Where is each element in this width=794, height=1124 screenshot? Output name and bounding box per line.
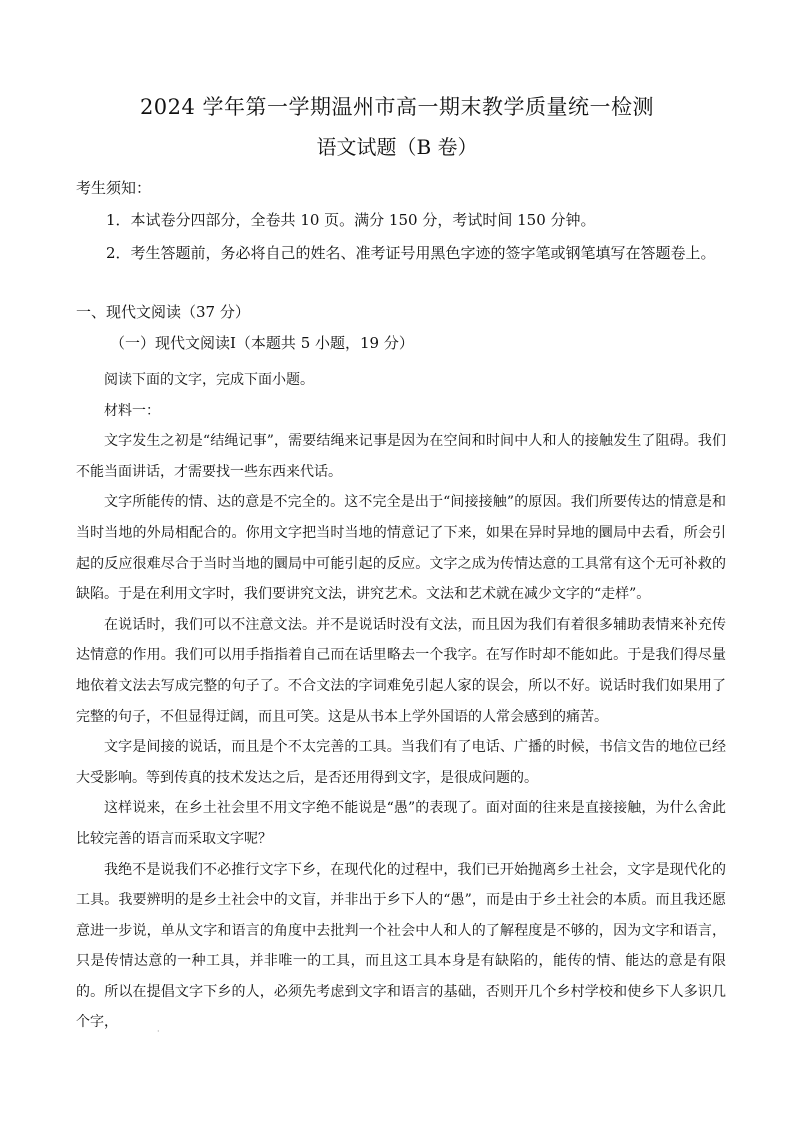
reading-text [76, 365, 726, 1038]
notice-item: 2．考生答题前，务必将自己的姓名、准考证号用黑色字迹的签字笔或钢笔填写在答题卷上。 [106, 244, 716, 262]
reading-instruction: 阅读下面的文字，完成下面小题。 [104, 372, 314, 388]
material-label: 材料一： [104, 402, 160, 419]
section-title: 一、现代文阅读（37 分） [76, 303, 250, 321]
paragraph: 文字所能传的情、达的意是不完全的。这不完全是出于“间接接触”的原因。我们所要传达的情意是和当时当地的外局相配合的。你用文字把当时当地的情意记了下来，如果在异时异地的圜局中去看，所会引起的反应很难尽合于当时当地的圜局中可能引起的反应。文字之成为传情达意的工具常有这个无可补救的缺陷。于是在利用文字时，我们要讲究文法，讲究艺术。文法和艺术就在减少文字的“走样”。 [76, 494, 726, 603]
paragraph: 文字是间接的说话，而且是个不太完善的工具。当我们有了电话、广播的时候，书信文告的地位已经大受影响。等到传真的技术发达之后，是否还用得到文字，是很成问题的。 [76, 739, 726, 786]
paragraph: 我绝不是说我们不必推行文字下乡，在现代化的过程中，我们已开始抛离乡土社会，文字是现代化的工具。我要辨明的是乡土社会中的文盲，并非出于乡下人的“愚”，而是由于乡土社会的本质。而且我还愿意进一步说，单从文字和语言的角度中去批判一个社会中人和人的了解程度是不够的，因为文字和语言，只是传情达意的一种工具，并非唯一的工具，而且这工具本身是有缺陷的，能传的情、能达的意是有限的。所以在提倡文字下乡的人，必须先考虑到文字和语言的基础，否则开几个乡村学校和使乡下人多识几个字， [76, 861, 726, 1031]
notice-list [76, 204, 726, 270]
exam-title: 2024 学年第一学期温州市高一期末教学质量统一检测 [139, 95, 655, 119]
paragraph: 这样说来，在乡土社会里不用文字绝不能说是“愚”的表现了。面对面的往来是直接接触，为什么舍此比较完善的语言而采取文字呢？ [76, 800, 726, 847]
paragraph: 文字发生之初是“结绳记事”，需要结绳来记事是因为在空间和时间中人和人的接触发生了阻碍。我们不能当面讲话，才需要找一些东西来代话。 [76, 433, 726, 480]
notice-item: 1．本试卷分四部分，全卷共 10 页。满分 150 分，考试时间 150 分钟。 [106, 211, 596, 229]
paragraph: 在说话时，我们可以不注意文法。并不是说话时没有文法，而且因为我们有着很多辅助表情来补充传达情意的作用。我们可以用手指指着自己而在话里略去一个我字。在写作时却不能如此。于是我们得尽量地依着文法去写成完整的句子了。不合文法的字词难免引起人家的误会，所以不好。说话时我们如果用了完整的句子，不但显得迂阔，而且可笑。这是从书本上学外国语的人常会感到的痛苦。 [76, 616, 726, 725]
subsection-title: （一）现代文阅读Ⅰ（本题共 5 小题，19 分） [110, 334, 414, 352]
notice-heading: 考生须知： [76, 179, 152, 197]
scan-dot: · [157, 1027, 160, 1036]
exam-subtitle: 语文试题（B 卷） [316, 135, 478, 159]
